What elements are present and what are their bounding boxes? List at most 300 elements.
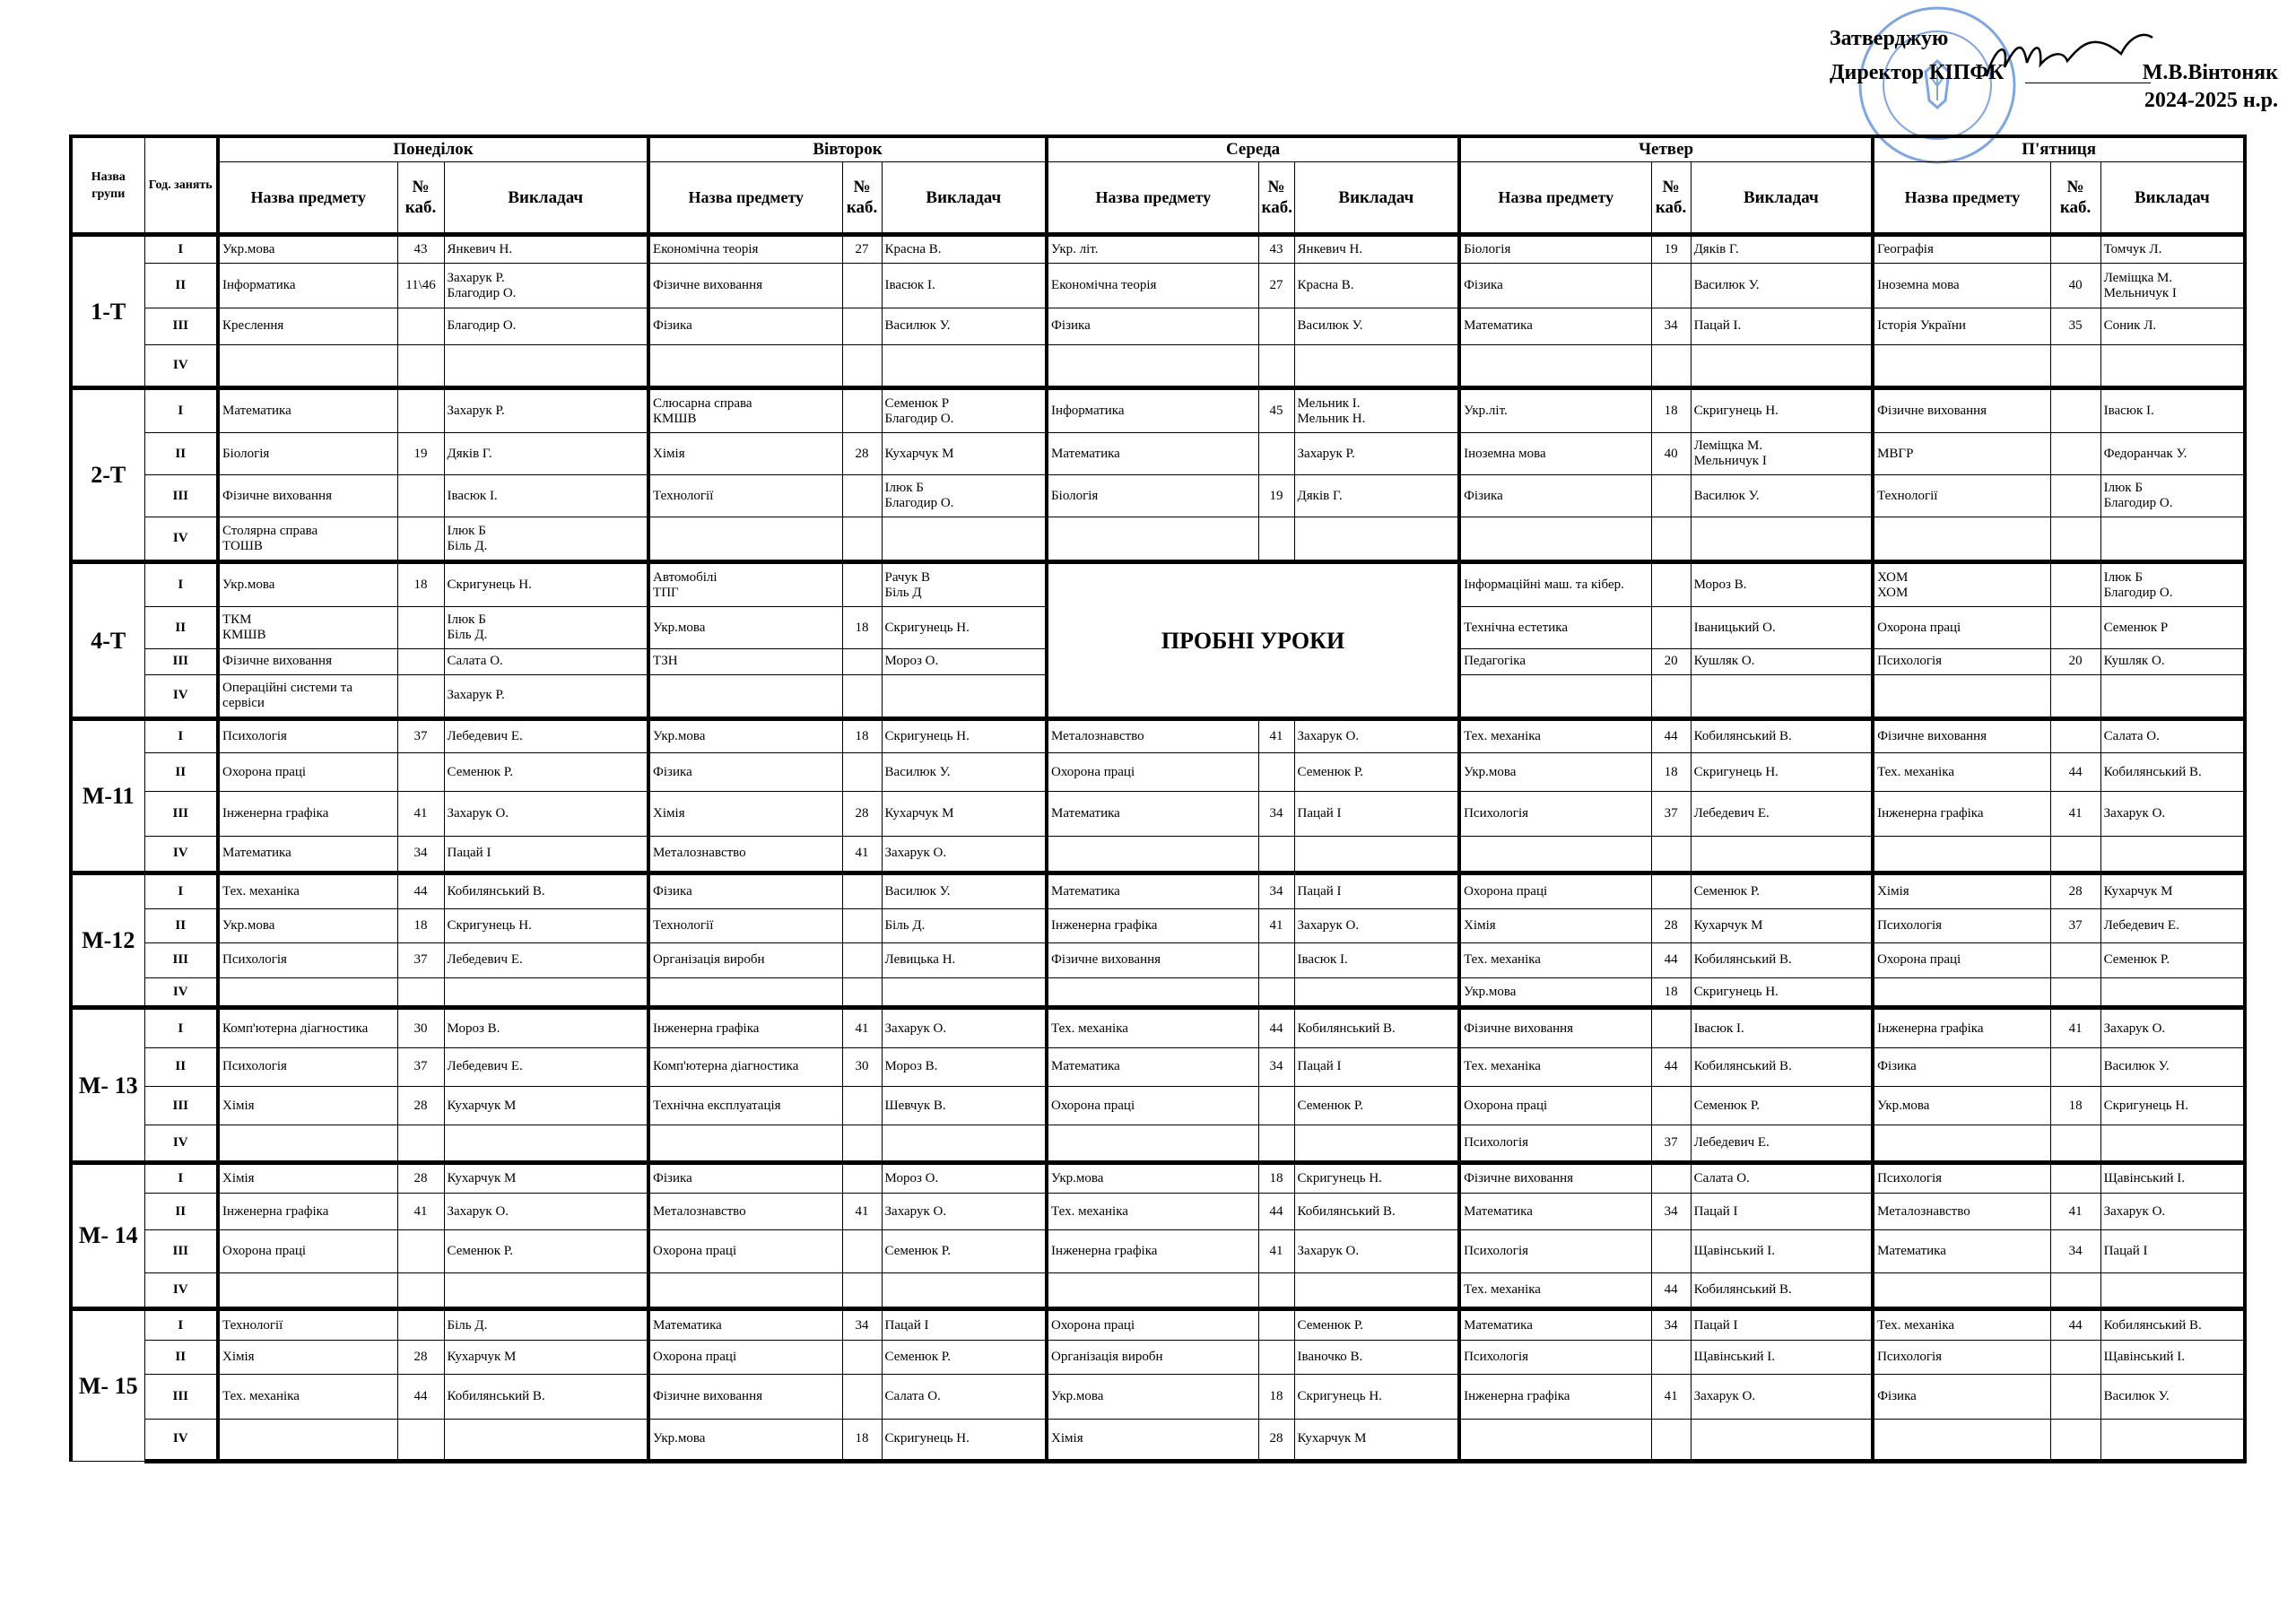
tuesday-subject: Укр.мова <box>648 607 842 649</box>
friday-teacher: Томчук Л. <box>2100 235 2245 264</box>
monday-subject: Операційні системи та сервіси <box>218 674 397 719</box>
tuesday-subject: Хімія <box>648 433 842 475</box>
monday-subject <box>218 1272 397 1308</box>
friday-subject: Охорона праці <box>1873 607 2050 649</box>
friday-room <box>2050 719 2100 753</box>
thursday-room: 44 <box>1651 942 1691 977</box>
table-row <box>71 344 2245 388</box>
thursday-teacher: Кобилянський В. <box>1691 942 1873 977</box>
monday-room: 28 <box>397 1341 444 1375</box>
wednesday-room: 44 <box>1258 1193 1294 1230</box>
thursday-subject: Тех. механіка <box>1459 942 1651 977</box>
wednesday-subject: Математика <box>1047 792 1258 837</box>
tuesday-teacher: Скригунець Н. <box>882 1419 1047 1461</box>
tuesday-subject: Фізика <box>648 753 842 792</box>
thursday-subject: Біологія <box>1459 235 1651 264</box>
monday-teacher <box>444 1419 648 1461</box>
wednesday-room <box>1258 344 1294 388</box>
tuesday-room: 27 <box>842 235 882 264</box>
thursday-subject: Тех. механіка <box>1459 1272 1651 1308</box>
friday-room <box>2050 607 2100 649</box>
monday-subject: ТКМ КМШВ <box>218 607 397 649</box>
lesson-number: III <box>144 1374 218 1419</box>
tuesday-subject: Фізика <box>648 873 842 908</box>
thursday-room: 28 <box>1651 908 1691 942</box>
lesson-number: II <box>144 433 218 475</box>
thursday-subject <box>1459 1419 1651 1461</box>
friday-teacher <box>2100 1125 2245 1163</box>
thursday-teacher: Щавінський І. <box>1691 1230 1873 1272</box>
tuesday-room: 18 <box>842 719 882 753</box>
friday-subject: Математика <box>1873 1230 2050 1272</box>
tuesday-subject <box>648 674 842 719</box>
thursday-teacher <box>1691 674 1873 719</box>
day-header-monday: Понеділок <box>218 136 648 162</box>
monday-subject <box>218 1419 397 1461</box>
subject-column-header: Назва предмету <box>1459 162 1651 235</box>
tuesday-room <box>842 873 882 908</box>
table-row <box>71 388 2245 433</box>
thursday-subject: Тех. механіка <box>1459 719 1651 753</box>
friday-subject <box>1873 837 2050 873</box>
tuesday-teacher: Кухарчук М <box>882 433 1047 475</box>
monday-room <box>397 308 444 344</box>
wednesday-teacher <box>1294 1272 1459 1308</box>
monday-room: 34 <box>397 837 444 873</box>
tuesday-room <box>842 308 882 344</box>
wednesday-teacher: Захарук О. <box>1294 908 1459 942</box>
friday-subject: Технології <box>1873 475 2050 517</box>
approval-position: Директор КІПФК <box>1830 61 2005 84</box>
monday-room <box>397 388 444 433</box>
wednesday-room: 18 <box>1258 1374 1294 1419</box>
tuesday-subject: Фізика <box>648 308 842 344</box>
room-column-header: № каб. <box>842 162 882 235</box>
thursday-room <box>1651 1162 1691 1193</box>
friday-teacher: Щавінський І. <box>2100 1341 2245 1375</box>
wednesday-teacher: Мельник І. Мельник Н. <box>1294 388 1459 433</box>
tuesday-subject: Технології <box>648 908 842 942</box>
table-row <box>71 308 2245 344</box>
tuesday-room <box>842 1272 882 1308</box>
day-header-thursday: Четвер <box>1459 136 1873 162</box>
tuesday-subject <box>648 344 842 388</box>
table-row <box>71 264 2245 308</box>
wednesday-subject: Укр.мова <box>1047 1162 1258 1193</box>
thursday-subject: Укр.мова <box>1459 977 1651 1008</box>
thursday-room <box>1651 607 1691 649</box>
thursday-room: 34 <box>1651 1193 1691 1230</box>
wednesday-subject: Математика <box>1047 1047 1258 1086</box>
lesson-number: IV <box>144 344 218 388</box>
lesson-number: IV <box>144 837 218 873</box>
wednesday-subject: Фізичне виховання <box>1047 942 1258 977</box>
friday-room <box>2050 1374 2100 1419</box>
thursday-teacher: Лебедевич Е. <box>1691 792 1873 837</box>
monday-room: 44 <box>397 1374 444 1419</box>
friday-teacher <box>2100 674 2245 719</box>
monday-teacher: Захарук Р. Благодир О. <box>444 264 648 308</box>
monday-teacher: Пацай І <box>444 837 648 873</box>
friday-teacher <box>2100 837 2245 873</box>
thursday-room: 44 <box>1651 1047 1691 1086</box>
lesson-number: IV <box>144 517 218 562</box>
lesson-number: II <box>144 264 218 308</box>
tuesday-teacher: Мороз О. <box>882 649 1047 674</box>
monday-teacher: Захарук О. <box>444 792 648 837</box>
tuesday-teacher: Скригунець Н. <box>882 719 1047 753</box>
friday-room <box>2050 517 2100 562</box>
tuesday-room <box>842 1087 882 1125</box>
monday-subject: Математика <box>218 837 397 873</box>
friday-teacher: Кушляк О. <box>2100 649 2245 674</box>
monday-room: 30 <box>397 1008 444 1047</box>
thursday-subject: Психологія <box>1459 1341 1651 1375</box>
monday-teacher: Семенюк Р. <box>444 1230 648 1272</box>
monday-teacher: Захарук О. <box>444 1193 648 1230</box>
friday-teacher: Ілюк Б Благодир О. <box>2100 475 2245 517</box>
thursday-teacher: Пацай І <box>1691 1193 1873 1230</box>
tuesday-subject: Фізика <box>648 1162 842 1193</box>
wednesday-teacher: Пацай І <box>1294 873 1459 908</box>
tuesday-room <box>842 649 882 674</box>
wednesday-subject: Тех. механіка <box>1047 1193 1258 1230</box>
tuesday-room <box>842 475 882 517</box>
table-row <box>71 1374 2245 1419</box>
tuesday-room <box>842 674 882 719</box>
wednesday-room: 41 <box>1258 1230 1294 1272</box>
friday-room: 28 <box>2050 873 2100 908</box>
tuesday-subject: Фізичне виховання <box>648 264 842 308</box>
table-row <box>71 1087 2245 1125</box>
monday-teacher: Кухарчук М <box>444 1087 648 1125</box>
wednesday-subject: Фізика <box>1047 308 1258 344</box>
tuesday-teacher: Красна В. <box>882 235 1047 264</box>
thursday-teacher: Пацай І. <box>1691 308 1873 344</box>
friday-subject <box>1873 1125 2050 1163</box>
friday-room <box>2050 344 2100 388</box>
lesson-number: II <box>144 1341 218 1375</box>
thursday-teacher: Кобилянський В. <box>1691 719 1873 753</box>
tuesday-subject <box>648 977 842 1008</box>
friday-subject: Фізика <box>1873 1047 2050 1086</box>
thursday-subject <box>1459 344 1651 388</box>
monday-teacher: Захарук Р. <box>444 388 648 433</box>
lesson-number: IV <box>144 1125 218 1163</box>
wednesday-teacher: Захарук О. <box>1294 719 1459 753</box>
schedule-body <box>71 235 2245 1462</box>
day-header-wednesday: Середа <box>1047 136 1459 162</box>
subject-column-header: Назва предмету <box>218 162 397 235</box>
friday-room <box>2050 388 2100 433</box>
wednesday-teacher: Пацай І <box>1294 792 1459 837</box>
table-row <box>71 977 2245 1008</box>
lesson-column-header: Год. занять <box>144 136 218 235</box>
thursday-teacher: Скригунець Н. <box>1691 753 1873 792</box>
friday-teacher: Кобилянський В. <box>2100 753 2245 792</box>
lesson-number: II <box>144 908 218 942</box>
monday-teacher <box>444 344 648 388</box>
friday-teacher: Леміщка М. Мельничук І <box>2100 264 2245 308</box>
thursday-subject: Укр.літ. <box>1459 388 1651 433</box>
friday-room: 20 <box>2050 649 2100 674</box>
tuesday-subject: ТЗН <box>648 649 842 674</box>
wednesday-teacher <box>1294 517 1459 562</box>
table-row <box>71 942 2245 977</box>
thursday-subject: Фізичне виховання <box>1459 1162 1651 1193</box>
tuesday-teacher <box>882 344 1047 388</box>
thursday-room: 19 <box>1651 235 1691 264</box>
friday-teacher <box>2100 344 2245 388</box>
friday-teacher: Лебедевич Е. <box>2100 908 2245 942</box>
thursday-subject: Психологія <box>1459 1125 1651 1163</box>
monday-room: 41 <box>397 1193 444 1230</box>
monday-teacher: Скригунець Н. <box>444 562 648 607</box>
friday-subject: Охорона праці <box>1873 942 2050 977</box>
tuesday-teacher: Мороз О. <box>882 1162 1047 1193</box>
thursday-subject: Хімія <box>1459 908 1651 942</box>
thursday-teacher: Щавінський І. <box>1691 1341 1873 1375</box>
wednesday-subject: Укр. літ. <box>1047 235 1258 264</box>
monday-subject: Охорона праці <box>218 753 397 792</box>
thursday-teacher: Дяків Г. <box>1691 235 1873 264</box>
monday-teacher: Лебедевич Е. <box>444 719 648 753</box>
table-row <box>71 1309 2245 1341</box>
table-row <box>71 475 2245 517</box>
day-header-tuesday: Вівторок <box>648 136 1047 162</box>
monday-teacher: Біль Д. <box>444 1309 648 1341</box>
thursday-room <box>1651 674 1691 719</box>
friday-subject: Іноземна мова <box>1873 264 2050 308</box>
thursday-teacher: Скригунець Н. <box>1691 388 1873 433</box>
friday-subject: Хімія <box>1873 873 2050 908</box>
thursday-room <box>1651 1087 1691 1125</box>
tuesday-teacher: Левицька Н. <box>882 942 1047 977</box>
tuesday-room <box>842 753 882 792</box>
tuesday-teacher: Семенюк Р. <box>882 1341 1047 1375</box>
tuesday-room <box>842 1341 882 1375</box>
thursday-room: 34 <box>1651 308 1691 344</box>
thursday-teacher: Кобилянський В. <box>1691 1047 1873 1086</box>
table-row <box>71 1008 2245 1047</box>
monday-teacher: Кухарчук М <box>444 1341 648 1375</box>
lesson-number: III <box>144 475 218 517</box>
signature-icon <box>1978 27 2157 90</box>
tuesday-teacher: Пацай І <box>882 1309 1047 1341</box>
monday-subject: Психологія <box>218 942 397 977</box>
friday-subject: Фізика <box>1873 1374 2050 1419</box>
room-column-header: № каб. <box>397 162 444 235</box>
thursday-subject: Укр.мова <box>1459 753 1651 792</box>
wednesday-subject: Інформатика <box>1047 388 1258 433</box>
wednesday-room: 41 <box>1258 719 1294 753</box>
thursday-room: 37 <box>1651 792 1691 837</box>
lesson-number: I <box>144 388 218 433</box>
tuesday-teacher: Василюк У. <box>882 873 1047 908</box>
monday-room <box>397 1125 444 1163</box>
thursday-teacher <box>1691 517 1873 562</box>
tuesday-teacher: Семенюк Р Благодир О. <box>882 388 1047 433</box>
room-column-header: № каб. <box>1651 162 1691 235</box>
thursday-room: 44 <box>1651 719 1691 753</box>
monday-subject: Хімія <box>218 1087 397 1125</box>
tuesday-room <box>842 1230 882 1272</box>
subject-column-header: Назва предмету <box>1047 162 1258 235</box>
friday-teacher: Щавінський І. <box>2100 1162 2245 1193</box>
monday-teacher: Кобилянський В. <box>444 873 648 908</box>
wednesday-teacher: Скригунець Н. <box>1294 1374 1459 1419</box>
friday-room <box>2050 1419 2100 1461</box>
monday-room: 18 <box>397 562 444 607</box>
friday-room <box>2050 562 2100 607</box>
friday-room: 34 <box>2050 1230 2100 1272</box>
friday-subject: Інженерна графіка <box>1873 1008 2050 1047</box>
tuesday-subject: Металознавство <box>648 1193 842 1230</box>
monday-room <box>397 517 444 562</box>
thursday-subject <box>1459 517 1651 562</box>
monday-subject: Технології <box>218 1309 397 1341</box>
table-row <box>71 1230 2245 1272</box>
thursday-room: 44 <box>1651 1272 1691 1308</box>
wednesday-subject: Тех. механіка <box>1047 1008 1258 1047</box>
monday-teacher: Ілюк Б Біль Д. <box>444 607 648 649</box>
tuesday-teacher: Василюк У. <box>882 308 1047 344</box>
wednesday-subject: Охорона праці <box>1047 1087 1258 1125</box>
friday-teacher: Захарук О. <box>2100 792 2245 837</box>
wednesday-room <box>1258 1341 1294 1375</box>
wednesday-teacher: Скригунець Н. <box>1294 1162 1459 1193</box>
wednesday-teacher: Дяків Г. <box>1294 475 1459 517</box>
thursday-room: 18 <box>1651 388 1691 433</box>
wednesday-room: 41 <box>1258 908 1294 942</box>
monday-room <box>397 1230 444 1272</box>
monday-subject: Психологія <box>218 719 397 753</box>
friday-room <box>2050 837 2100 873</box>
thursday-room <box>1651 873 1691 908</box>
wednesday-teacher: Семенюк Р. <box>1294 1309 1459 1341</box>
friday-teacher: Кухарчук М <box>2100 873 2245 908</box>
monday-room <box>397 753 444 792</box>
lesson-number: III <box>144 1230 218 1272</box>
thursday-room <box>1651 517 1691 562</box>
thursday-teacher: Івасюк І. <box>1691 1008 1873 1047</box>
friday-subject: Металознавство <box>1873 1193 2050 1230</box>
teacher-column-header: Викладач <box>882 162 1047 235</box>
tuesday-teacher: Шевчук В. <box>882 1087 1047 1125</box>
subject-column-header: Назва предмету <box>1873 162 2050 235</box>
thursday-room: 41 <box>1651 1374 1691 1419</box>
tuesday-room <box>842 264 882 308</box>
thursday-subject <box>1459 674 1651 719</box>
thursday-subject: Психологія <box>1459 1230 1651 1272</box>
friday-subject <box>1873 1419 2050 1461</box>
tuesday-subject: Хімія <box>648 792 842 837</box>
tuesday-subject <box>648 517 842 562</box>
monday-subject: Столярна справа ТОШВ <box>218 517 397 562</box>
monday-subject: Комп'ютерна діагностика <box>218 1008 397 1047</box>
wednesday-subject <box>1047 977 1258 1008</box>
tuesday-teacher <box>882 977 1047 1008</box>
friday-room: 44 <box>2050 753 2100 792</box>
friday-subject: Тех. механіка <box>1873 1309 2050 1341</box>
group-name: 4-Т <box>71 562 144 719</box>
friday-room: 37 <box>2050 908 2100 942</box>
friday-teacher: Захарук О. <box>2100 1008 2245 1047</box>
friday-room: 35 <box>2050 308 2100 344</box>
thursday-room <box>1651 562 1691 607</box>
wednesday-teacher: Кобилянський В. <box>1294 1008 1459 1047</box>
thursday-subject: Охорона праці <box>1459 873 1651 908</box>
tuesday-teacher <box>882 1272 1047 1308</box>
tuesday-teacher <box>882 674 1047 719</box>
lesson-number: I <box>144 873 218 908</box>
wednesday-subject <box>1047 517 1258 562</box>
friday-teacher: Соник Л. <box>2100 308 2245 344</box>
friday-teacher <box>2100 977 2245 1008</box>
thursday-teacher: Кушляк О. <box>1691 649 1873 674</box>
group-name: М-12 <box>71 873 144 1008</box>
thursday-teacher: Кобилянський В. <box>1691 1272 1873 1308</box>
table-row <box>71 873 2245 908</box>
teacher-column-header: Викладач <box>444 162 648 235</box>
thursday-teacher: Іваницький О. <box>1691 607 1873 649</box>
tuesday-room <box>842 562 882 607</box>
wednesday-teacher: Янкевич Н. <box>1294 235 1459 264</box>
wednesday-room: 34 <box>1258 873 1294 908</box>
wednesday-room: 45 <box>1258 388 1294 433</box>
friday-teacher <box>2100 517 2245 562</box>
wednesday-subject: Інженерна графіка <box>1047 1230 1258 1272</box>
monday-room: 37 <box>397 942 444 977</box>
thursday-subject: Інформаційні маш. та кібер. <box>1459 562 1651 607</box>
wednesday-room <box>1258 308 1294 344</box>
tuesday-room: 41 <box>842 837 882 873</box>
wednesday-room <box>1258 753 1294 792</box>
tuesday-room <box>842 1125 882 1163</box>
tuesday-teacher <box>882 517 1047 562</box>
monday-room: 28 <box>397 1087 444 1125</box>
room-column-header: № каб. <box>2050 162 2100 235</box>
friday-subject: Фізичне виховання <box>1873 719 2050 753</box>
wednesday-subject: Охорона праці <box>1047 753 1258 792</box>
wednesday-teacher: Семенюк Р. <box>1294 1087 1459 1125</box>
tuesday-room <box>842 517 882 562</box>
tuesday-subject: Інженерна графіка <box>648 1008 842 1047</box>
lesson-number: IV <box>144 977 218 1008</box>
friday-subject: Географія <box>1873 235 2050 264</box>
thursday-teacher <box>1691 837 1873 873</box>
thursday-teacher: Лебедевич Е. <box>1691 1125 1873 1163</box>
day-header-friday: П'ятниця <box>1873 136 2245 162</box>
monday-subject: Інженерна графіка <box>218 1193 397 1230</box>
tuesday-room <box>842 344 882 388</box>
wednesday-room: 18 <box>1258 1162 1294 1193</box>
group-column-header: Назва групи <box>71 136 144 235</box>
tuesday-teacher: Захарук О. <box>882 1008 1047 1047</box>
group-name: М- 14 <box>71 1162 144 1308</box>
tuesday-subject: Технології <box>648 475 842 517</box>
wednesday-subject: Математика <box>1047 873 1258 908</box>
group-name: М- 13 <box>71 1008 144 1163</box>
wednesday-teacher: Захарук Р. <box>1294 433 1459 475</box>
tuesday-teacher: Захарук О. <box>882 837 1047 873</box>
monday-teacher <box>444 977 648 1008</box>
tuesday-teacher: Кухарчук М <box>882 792 1047 837</box>
table-row <box>71 235 2245 264</box>
tuesday-room <box>842 388 882 433</box>
monday-subject: Укр.мова <box>218 908 397 942</box>
tuesday-subject: Охорона праці <box>648 1341 842 1375</box>
